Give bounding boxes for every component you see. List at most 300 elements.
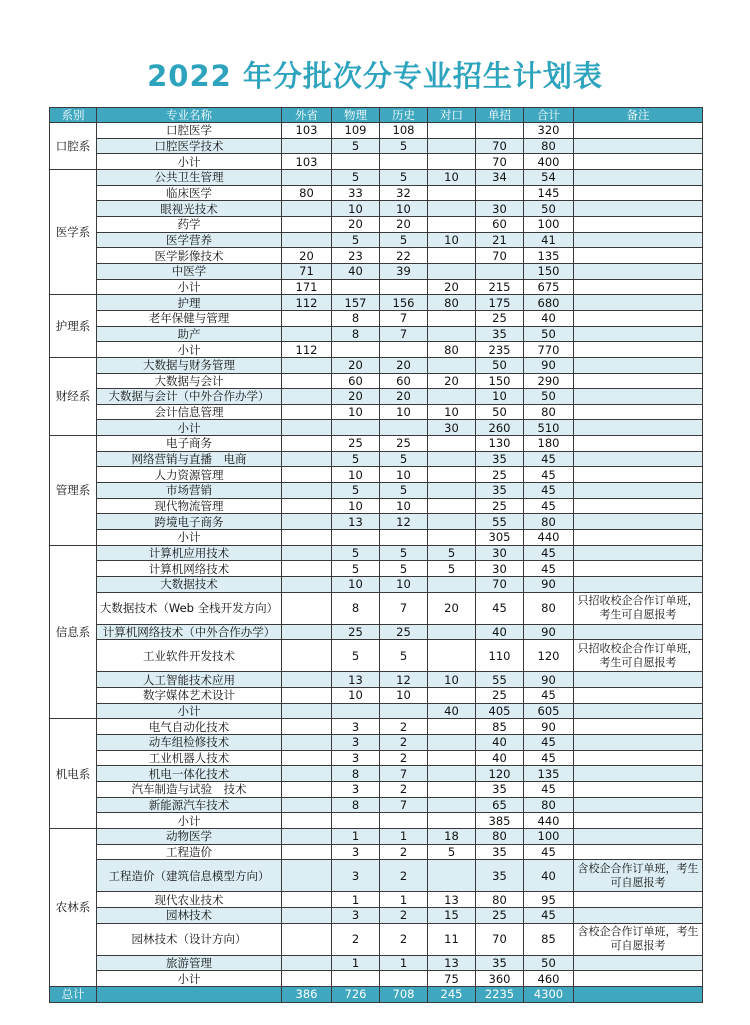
danzhao-cell: 30 [476, 545, 524, 561]
waisheng-cell [282, 734, 332, 750]
major-name-cell: 大数据与会计（中外合作办学） [97, 389, 282, 405]
note-cell [574, 672, 703, 688]
major-name-cell: 小计 [97, 530, 282, 546]
table-row [50, 577, 703, 593]
note-cell [574, 342, 703, 358]
duikou-cell: 75 [428, 971, 476, 987]
table-row [50, 971, 703, 987]
wuli-cell: 5 [332, 640, 380, 672]
lishi-cell: 2 [380, 781, 428, 797]
heji-cell: 770 [524, 342, 574, 358]
duikou-cell [428, 640, 476, 672]
wuli-cell: 5 [332, 545, 380, 561]
waisheng-cell [282, 719, 332, 735]
major-name-cell: 小计 [97, 342, 282, 358]
header-heji: 合计 [524, 108, 574, 123]
waisheng-cell [282, 813, 332, 829]
wuli-cell: 2 [332, 923, 380, 955]
table-row [50, 326, 703, 342]
heji-cell: 100 [524, 828, 574, 844]
table-row [50, 201, 703, 217]
lishi-cell: 2 [380, 860, 428, 892]
major-name-cell: 园林技术（设计方向） [97, 923, 282, 955]
danzhao-cell [476, 263, 524, 279]
major-name-cell: 工业软件开发技术 [97, 640, 282, 672]
heji-cell: 90 [524, 624, 574, 640]
note-cell [574, 545, 703, 561]
major-name-cell: 跨境电子商务 [97, 514, 282, 530]
wuli-cell: 5 [332, 232, 380, 248]
duikou-cell [428, 781, 476, 797]
heji-cell: 90 [524, 357, 574, 373]
lishi-cell: 39 [380, 263, 428, 279]
lishi-cell: 10 [380, 404, 428, 420]
major-name-cell: 工程造价 [97, 844, 282, 860]
lishi-cell: 5 [380, 451, 428, 467]
major-name-cell: 临床医学 [97, 185, 282, 201]
table-row [50, 640, 703, 672]
header-duikou: 对口 [428, 108, 476, 123]
note-cell [574, 263, 703, 279]
wuli-cell: 3 [332, 719, 380, 735]
waisheng-cell [282, 828, 332, 844]
waisheng-cell [282, 420, 332, 436]
note-cell: 含校企合作订单班，考生可自愿报考 [574, 923, 703, 955]
waisheng-cell [282, 216, 332, 232]
heji-cell: 145 [524, 185, 574, 201]
major-name-cell: 医学影像技术 [97, 248, 282, 264]
danzhao-cell: 40 [476, 734, 524, 750]
duikou-cell: 15 [428, 907, 476, 923]
lishi-cell [380, 530, 428, 546]
major-name-cell: 市场营销 [97, 483, 282, 499]
lishi-cell: 12 [380, 672, 428, 688]
lishi-cell: 5 [380, 169, 428, 185]
table-row [50, 389, 703, 405]
danzhao-cell: 35 [476, 781, 524, 797]
lishi-cell: 7 [380, 326, 428, 342]
duikou-cell: 13 [428, 892, 476, 908]
wuli-cell [332, 342, 380, 358]
total-duikou: 245 [428, 986, 476, 1002]
lishi-cell: 7 [380, 310, 428, 326]
duikou-cell [428, 734, 476, 750]
note-cell [574, 577, 703, 593]
heji-cell: 50 [524, 955, 574, 971]
lishi-cell: 60 [380, 373, 428, 389]
heji-cell: 440 [524, 813, 574, 829]
table-row [50, 955, 703, 971]
note-cell [574, 201, 703, 217]
wuli-cell: 8 [332, 797, 380, 813]
major-name-cell: 小计 [97, 154, 282, 170]
danzhao-cell: 50 [476, 357, 524, 373]
header-row [50, 108, 703, 123]
waisheng-cell [282, 750, 332, 766]
major-name-cell: 大数据与财务管理 [97, 357, 282, 373]
waisheng-cell [282, 357, 332, 373]
wuli-cell: 10 [332, 498, 380, 514]
waisheng-cell [282, 232, 332, 248]
waisheng-cell: 103 [282, 123, 332, 139]
wuli-cell: 25 [332, 624, 380, 640]
waisheng-cell [282, 781, 332, 797]
waisheng-cell [282, 436, 332, 452]
major-name-cell: 大数据与会计 [97, 373, 282, 389]
note-cell [574, 169, 703, 185]
major-name-cell: 旅游管理 [97, 955, 282, 971]
danzhao-cell: 55 [476, 672, 524, 688]
danzhao-cell: 80 [476, 892, 524, 908]
enrollment-plan-table [49, 107, 703, 1003]
table-row [50, 342, 703, 358]
major-name-cell: 工业机器人技术 [97, 750, 282, 766]
total-waisheng: 386 [282, 986, 332, 1002]
header-dept: 系别 [50, 108, 97, 123]
waisheng-cell: 71 [282, 263, 332, 279]
table-row [50, 828, 703, 844]
heji-cell: 45 [524, 734, 574, 750]
duikou-cell: 80 [428, 295, 476, 311]
lishi-cell: 5 [380, 483, 428, 499]
duikou-cell [428, 750, 476, 766]
note-cell [574, 483, 703, 499]
table-row [50, 923, 703, 955]
duikou-cell [428, 813, 476, 829]
wuli-cell: 3 [332, 734, 380, 750]
waisheng-cell [282, 201, 332, 217]
major-name-cell: 助产 [97, 326, 282, 342]
waisheng-cell [282, 592, 332, 624]
note-cell [574, 436, 703, 452]
danzhao-cell: 385 [476, 813, 524, 829]
lishi-cell: 20 [380, 216, 428, 232]
heji-cell: 45 [524, 907, 574, 923]
lishi-cell [380, 154, 428, 170]
major-name-cell: 老年保健与管理 [97, 310, 282, 326]
danzhao-cell: 85 [476, 719, 524, 735]
table-row [50, 703, 703, 719]
heji-cell: 45 [524, 451, 574, 467]
duikou-cell: 20 [428, 592, 476, 624]
page-title: 2022 年分批次分专业招生计划表 [147, 59, 603, 93]
major-name-cell: 小计 [97, 279, 282, 295]
lishi-cell: 5 [380, 561, 428, 577]
heji-cell: 45 [524, 467, 574, 483]
duikou-cell: 20 [428, 279, 476, 295]
note-cell [574, 907, 703, 923]
duikou-cell: 11 [428, 923, 476, 955]
danzhao-cell: 150 [476, 373, 524, 389]
wuli-cell: 20 [332, 389, 380, 405]
wuli-cell: 10 [332, 404, 380, 420]
waisheng-cell [282, 467, 332, 483]
wuli-cell: 8 [332, 592, 380, 624]
header-wuli: 物理 [332, 108, 380, 123]
waisheng-cell [282, 766, 332, 782]
table-row [50, 561, 703, 577]
heji-cell: 135 [524, 248, 574, 264]
heji-cell: 460 [524, 971, 574, 987]
danzhao-cell: 30 [476, 561, 524, 577]
lishi-cell: 5 [380, 545, 428, 561]
danzhao-cell: 35 [476, 860, 524, 892]
note-cell [574, 279, 703, 295]
wuli-cell: 20 [332, 216, 380, 232]
lishi-cell: 10 [380, 201, 428, 217]
waisheng-cell [282, 310, 332, 326]
heji-cell: 290 [524, 373, 574, 389]
danzhao-cell: 235 [476, 342, 524, 358]
waisheng-cell [282, 923, 332, 955]
table-row [50, 263, 703, 279]
duikou-cell [428, 530, 476, 546]
lishi-cell [380, 279, 428, 295]
wuli-cell: 5 [332, 561, 380, 577]
danzhao-cell: 30 [476, 201, 524, 217]
note-cell: 只招收校企合作订单班，考生可自愿报考 [574, 640, 703, 672]
duikou-cell [428, 123, 476, 139]
note-cell [574, 734, 703, 750]
waisheng-cell: 80 [282, 185, 332, 201]
danzhao-cell: 360 [476, 971, 524, 987]
wuli-cell: 60 [332, 373, 380, 389]
note-cell [574, 530, 703, 546]
wuli-cell: 13 [332, 514, 380, 530]
lishi-cell: 7 [380, 797, 428, 813]
wuli-cell: 5 [332, 138, 380, 154]
table-row [50, 483, 703, 499]
lishi-cell [380, 971, 428, 987]
waisheng-cell [282, 640, 332, 672]
heji-cell: 54 [524, 169, 574, 185]
total-lishi: 708 [380, 986, 428, 1002]
note-cell [574, 813, 703, 829]
table-row [50, 373, 703, 389]
note-cell [574, 892, 703, 908]
waisheng-cell [282, 169, 332, 185]
heji-cell: 80 [524, 797, 574, 813]
danzhao-cell: 260 [476, 420, 524, 436]
danzhao-cell: 60 [476, 216, 524, 232]
danzhao-cell: 10 [476, 389, 524, 405]
heji-cell: 90 [524, 672, 574, 688]
lishi-cell: 1 [380, 892, 428, 908]
heji-cell: 680 [524, 295, 574, 311]
note-cell: 含校企合作订单班，考生可自愿报考 [574, 860, 703, 892]
header-major: 专业名称 [97, 108, 282, 123]
table-row [50, 545, 703, 561]
wuli-cell: 157 [332, 295, 380, 311]
danzhao-cell: 35 [476, 844, 524, 860]
danzhao-cell: 34 [476, 169, 524, 185]
duikou-cell: 5 [428, 545, 476, 561]
wuli-cell: 25 [332, 436, 380, 452]
major-name-cell: 小计 [97, 420, 282, 436]
lishi-cell [380, 420, 428, 436]
table-row [50, 154, 703, 170]
major-name-cell: 口腔医学技术 [97, 138, 282, 154]
note-cell [574, 467, 703, 483]
duikou-cell: 10 [428, 169, 476, 185]
table-row [50, 216, 703, 232]
lishi-cell: 20 [380, 389, 428, 405]
table-row [50, 781, 703, 797]
note-cell [574, 955, 703, 971]
lishi-cell: 25 [380, 624, 428, 640]
dept-cell: 口腔系 [50, 123, 97, 170]
header-waisheng: 外省 [282, 108, 332, 123]
wuli-cell: 13 [332, 672, 380, 688]
danzhao-cell: 45 [476, 592, 524, 624]
duikou-cell: 5 [428, 844, 476, 860]
major-name-cell: 机电一体化技术 [97, 766, 282, 782]
heji-cell: 90 [524, 719, 574, 735]
heji-cell: 120 [524, 640, 574, 672]
note-cell [574, 185, 703, 201]
heji-cell: 510 [524, 420, 574, 436]
waisheng-cell [282, 703, 332, 719]
table-row [50, 420, 703, 436]
heji-cell: 45 [524, 498, 574, 514]
duikou-cell: 5 [428, 561, 476, 577]
wuli-cell: 3 [332, 860, 380, 892]
waisheng-cell [282, 514, 332, 530]
major-name-cell: 计算机网络技术（中外合作办学） [97, 624, 282, 640]
table-row [50, 719, 703, 735]
total-row [50, 986, 703, 1002]
danzhao-cell: 40 [476, 750, 524, 766]
wuli-cell: 1 [332, 892, 380, 908]
duikou-cell [428, 719, 476, 735]
waisheng-cell [282, 326, 332, 342]
heji-cell: 85 [524, 923, 574, 955]
duikou-cell: 18 [428, 828, 476, 844]
table-row [50, 766, 703, 782]
danzhao-cell [476, 123, 524, 139]
note-cell: 只招收校企合作订单班，考生可自愿报考 [574, 592, 703, 624]
wuli-cell: 8 [332, 766, 380, 782]
note-cell [574, 310, 703, 326]
lishi-cell: 32 [380, 185, 428, 201]
note-cell [574, 719, 703, 735]
total-danzhao: 2235 [476, 986, 524, 1002]
danzhao-cell: 215 [476, 279, 524, 295]
waisheng-cell [282, 498, 332, 514]
heji-cell: 50 [524, 201, 574, 217]
lishi-cell [380, 813, 428, 829]
heji-cell: 90 [524, 577, 574, 593]
lishi-cell [380, 703, 428, 719]
lishi-cell: 5 [380, 138, 428, 154]
major-name-cell: 电气自动化技术 [97, 719, 282, 735]
note-cell [574, 797, 703, 813]
waisheng-cell: 112 [282, 342, 332, 358]
heji-cell: 45 [524, 483, 574, 499]
waisheng-cell [282, 577, 332, 593]
major-name-cell: 工程造价（建筑信息模型方向） [97, 860, 282, 892]
note-cell [574, 624, 703, 640]
note-cell [574, 326, 703, 342]
waisheng-cell [282, 545, 332, 561]
danzhao-cell: 25 [476, 498, 524, 514]
lishi-cell: 10 [380, 467, 428, 483]
major-name-cell: 动物医学 [97, 828, 282, 844]
danzhao-cell: 305 [476, 530, 524, 546]
heji-cell: 45 [524, 781, 574, 797]
note-cell [574, 232, 703, 248]
heji-cell: 45 [524, 844, 574, 860]
table-row [50, 592, 703, 624]
duikou-cell [428, 310, 476, 326]
duikou-cell: 80 [428, 342, 476, 358]
wuli-cell: 5 [332, 483, 380, 499]
duikou-cell: 10 [428, 672, 476, 688]
total-note [574, 986, 703, 1002]
lishi-cell: 7 [380, 766, 428, 782]
heji-cell: 45 [524, 750, 574, 766]
duikou-cell: 40 [428, 703, 476, 719]
waisheng-cell [282, 860, 332, 892]
waisheng-cell [282, 971, 332, 987]
note-cell [574, 248, 703, 264]
table-row [50, 232, 703, 248]
wuli-cell: 20 [332, 357, 380, 373]
note-cell [574, 404, 703, 420]
danzhao-cell: 40 [476, 624, 524, 640]
duikou-cell [428, 514, 476, 530]
duikou-cell [428, 216, 476, 232]
dept-cell: 农林系 [50, 828, 97, 986]
dept-cell: 医学系 [50, 169, 97, 294]
duikou-cell [428, 860, 476, 892]
major-name-cell: 医学营养 [97, 232, 282, 248]
duikou-cell [428, 451, 476, 467]
wuli-cell: 3 [332, 844, 380, 860]
note-cell [574, 373, 703, 389]
table-row [50, 624, 703, 640]
wuli-cell [332, 971, 380, 987]
lishi-cell: 25 [380, 436, 428, 452]
duikou-cell [428, 467, 476, 483]
danzhao-cell: 55 [476, 514, 524, 530]
duikou-cell: 13 [428, 955, 476, 971]
heji-cell: 40 [524, 860, 574, 892]
major-name-cell: 公共卫生管理 [97, 169, 282, 185]
duikou-cell [428, 185, 476, 201]
lishi-cell: 7 [380, 592, 428, 624]
table-row [50, 138, 703, 154]
waisheng-cell [282, 624, 332, 640]
note-cell [574, 750, 703, 766]
note-cell [574, 295, 703, 311]
heji-cell: 135 [524, 766, 574, 782]
wuli-cell: 10 [332, 688, 380, 704]
danzhao-cell: 70 [476, 923, 524, 955]
table-row [50, 357, 703, 373]
dept-cell: 财经系 [50, 357, 97, 435]
major-name-cell: 小计 [97, 703, 282, 719]
lishi-cell: 20 [380, 357, 428, 373]
wuli-cell: 3 [332, 750, 380, 766]
wuli-cell [332, 279, 380, 295]
note-cell [574, 498, 703, 514]
table-row [50, 530, 703, 546]
duikou-cell [428, 263, 476, 279]
danzhao-cell: 405 [476, 703, 524, 719]
lishi-cell: 2 [380, 907, 428, 923]
duikou-cell [428, 688, 476, 704]
